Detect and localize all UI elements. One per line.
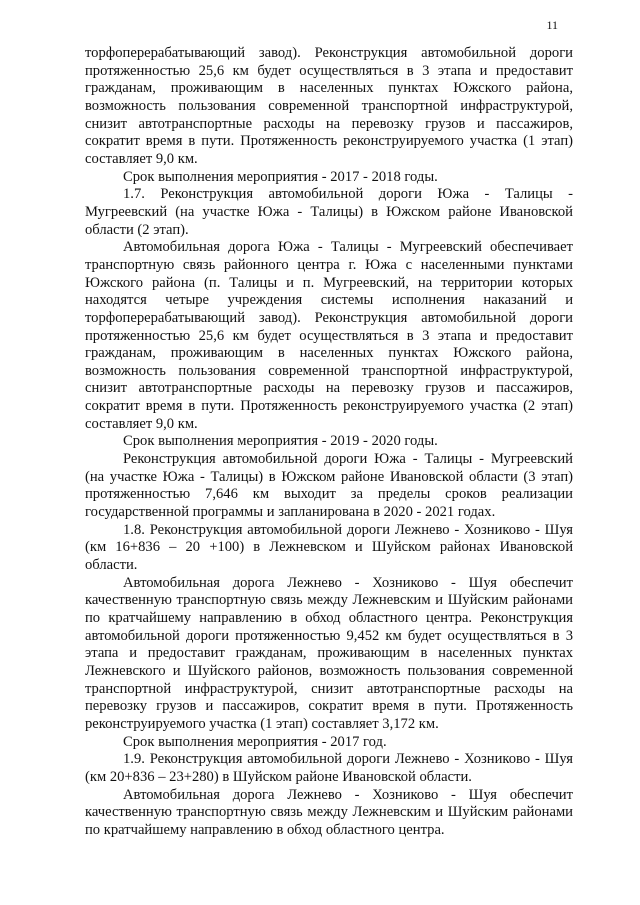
paragraph-note: Реконструкция автомобильной дороги Южа - Талицы - Мугреевский (на участке Южа - Талицы) в Южском районе Ивановской области (3 этап) протяженностью 7,646 км выходит за пределы сроков реализации государственной программы и запланирована в 2020 - 2021 годах. [85,451,573,521]
paragraph-deadline: Срок выполнения мероприятия - 2017 год. [123,733,387,750]
paragraph-deadline: Срок выполнения мероприятия - 2019 - 2020 годы. [123,433,438,450]
paragraph-description: Автомобильная дорога Южа - Талицы - Мугреевский обеспечивает транспортную связь районного центра г. Южа с населенными пунктами Южского района (п. Талицы и п. Мугреевский, на территории которых находятся четыре учреждения системы исполнения наказаний и торфоперерабатывающий завод). Реконструкция автомобильной дороги протяженностью 25,6 км будет осуществляться в 3 этапа и предоставит гражданам, проживающим в населенных пунктах Южского района, возможность пользования современной транспортной инфраструктурой, снизит автотранспортные расходы на перевозку грузов и пассажиров, сократит время в пути. Протяженность реконструируемого участка (2 этап) составляет 9,0 км. [85,239,573,432]
paragraph-continuation: торфоперерабатывающий завод). Реконструкция автомобильной дороги протяженностью 25,6 км будет осуществляться в 3 этапа и предоставит гражданам, проживающим в населенных пунктах Южского района, возможность пользования современной транспортной инфраструктурой, снизит автотранспортные расходы на перевозку грузов и пассажиров, сократит время в пути. Протяженность реконструируемого участка (1 этап) составляет 9,0 км. [85,45,573,167]
paragraph-item-heading: 1.8. Реконструкция автомобильной дороги Лежнево - Хозниково - Шуя (км 16+836 – 20 +100) в Лежневском и Шуйском районах Ивановской области. [85,521,573,574]
paragraph-item-heading: 1.9. Реконструкция автомобильной дороги Лежнево - Хозниково - Шуя (км 20+836 – 23+280) в Шуйском районе Ивановской области. [85,751,573,785]
document-body [85,45,573,840]
paragraph-deadline: Срок выполнения мероприятия - 2017 - 2018 годы. [123,168,438,185]
paragraph-description: Автомобильная дорога Лежнево - Хозниково - Шуя обеспечит качественную транспортную связь между Лежневским и Шуйским районами по кратчайшему направлению в обход областного центра. Реконструкция автомобильной дороги протяженностью 9,452 км будет осуществляться в 3 этапа и предоставит гражданам, проживающим в населенных пунктах Лежневского и Шуйского районов, возможность пользования современной транспортной инфраструктурой, снизит автотранспортные расходы на перевозку грузов и пассажиров, сократит время в пути. Протяженность реконструируемого участка (1 этап) составляет 3,172 км. [85,574,573,732]
paragraph-description: Автомобильная дорога Лежнево - Хозниково - Шуя обеспечит качественную транспортную связь между Лежневским и Шуйским районами по кратчайшему направлению в обход областного центра. [85,786,573,838]
page-number: 11 [546,18,558,32]
paragraph-item-heading: 1.7. Реконструкция автомобильной дороги Южа - Талицы - Мугреевский (на участке Южа - Талицы) в Южском районе Ивановской области (2 этап). [85,186,573,238]
